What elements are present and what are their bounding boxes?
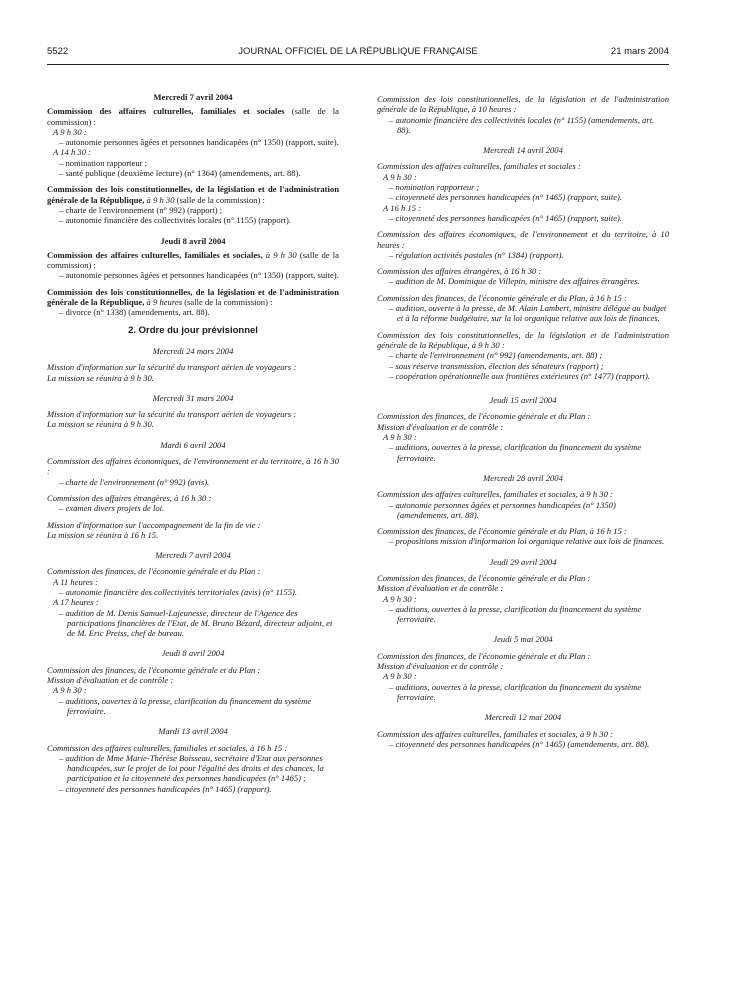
commission-location: (salle de la commission) : (47, 249, 339, 271)
commission-entry (47, 250, 339, 271)
time-slot: A 17 heures : (53, 597, 99, 608)
commission-entry: Commission des affaires culturelles, familiales et sociales, à 16 h 15 : (47, 742, 288, 753)
left-column (47, 92, 339, 794)
day-heading: Mercredi 12 mai 2004 (484, 712, 562, 723)
agenda-item: – santé publique (deuxième lecture) (n° 1364) (amendements, art. 88). (59, 168, 301, 179)
agenda-item: – sous réserve transmission, élection des sénateurs (rapport) ; (389, 360, 604, 371)
commission-entry: Commission des lois constitutionnelles, de la législation et de l'administration générale de la République, à 10 heures : (377, 94, 669, 115)
commission-name: Commission des affaires culturelles, familiales et sociales, (47, 249, 263, 260)
agenda-item: – nomination rapporteur ; (389, 182, 480, 193)
day-heading: Mercredi 7 avril 2004 (153, 92, 233, 102)
commission-entry: Commission des affaires étrangères, à 16 h 30 : (47, 492, 212, 503)
commission-location: (salle de la commission) : (174, 194, 265, 205)
time-slot: A 9 h 30 : (383, 593, 417, 604)
agenda-item: – autonomie personnes âgées et personnes handicapées (n° 1350) (rapport, suite). (59, 270, 339, 281)
commission-entry: Commission des finances, de l'économie générale et du Plan, à 16 h 15 : (377, 292, 627, 303)
agenda-item: – citoyenneté des personnes handicapées (n° 1465) (rapport). (59, 783, 272, 794)
agenda-item: – charte de l'environnement (n° 992) (amendements, art. 88) ; (389, 350, 603, 361)
agenda-item: – propositions mission d'information loi organique relative aux lois de finances. (389, 536, 665, 547)
agenda-item: – auditions, ouvertes à la presse, clarification du financement du système ferroviaire. (389, 603, 642, 625)
agenda-item: – citoyenneté des personnes handicapées (n° 1465) (rapport, suite). (389, 212, 623, 223)
mission-entry: Mission d'information sur la sécurité du transport aérien de voyageurs : (47, 409, 297, 420)
agenda-item: – charte de l'environnement (n° 992) (rapport) ; (59, 204, 223, 215)
commission-time: à 9 heures (144, 297, 183, 308)
commission-location: (salle de la commission) : (47, 106, 339, 127)
commission-entry: Commission des affaires économiques, de l'environnement et du territoire, à 10 heures : (377, 229, 669, 250)
commission-entry: Commission des finances, de l'économie générale et du Plan : (47, 566, 261, 577)
day-heading: Jeudi 8 avril 2004 (161, 648, 225, 659)
day-heading: Mercredi 7 avril 2004 (155, 550, 231, 561)
commission-name: Commission des lois constitutionnelles, de la législation et de l'administration générale de la République, (47, 184, 339, 205)
commission-entry: Commission des finances, de l'économie générale et du Plan : (377, 411, 591, 422)
mission-entry: Mission d'évaluation et de contrôle : (47, 675, 174, 686)
commission-entry: Commission des affaires économiques, de l'environnement et du territoire, à 16 h 30 : (47, 456, 339, 477)
time-slot: A 9 h 30 : (53, 685, 87, 696)
agenda-item: – autonomie personnes âgées et personnes handicapées (n° 1350) (rapport, suite). (59, 137, 339, 148)
agenda-item: – citoyenneté des personnes handicapées (n° 1465) (amendements, art. 88). (389, 738, 650, 749)
header-rule (47, 64, 669, 65)
mission-entry: Mission d'information sur la sécurité du transport aérien de voyageurs : (47, 362, 297, 373)
agenda-item: – autonomie personnes âgées et personnes handicapées (n° 1350) (amendements, art. 88). (389, 499, 616, 520)
time-slot: A 16 h 15 : (383, 202, 422, 213)
page-header (47, 46, 669, 60)
day-heading: Mardi 6 avril 2004 (160, 439, 226, 450)
agenda-item: – coopération opérationnelle aux frontières extérieures (n° 1477) (rapport). (389, 370, 650, 381)
mission-entry: Mission d'évaluation et de contrôle : (377, 421, 504, 432)
agenda-item: – divorce (n° 1338) (amendements, art. 88). (59, 307, 210, 318)
commission-entry: Commission des affaires culturelles, familiales et sociales : (377, 161, 581, 172)
agenda-item: – auditions, ouvertes à la presse, clarification du financement du système ferroviaire. (389, 681, 642, 702)
agenda-item: – citoyenneté des personnes handicapées (n° 1465) (rapport, suite). (389, 192, 623, 203)
commission-entry: Commission des affaires culturelles, familiales et sociales, à 9 h 30 : (377, 728, 613, 739)
mission-note: La mission se réunira à 9 h 30. (47, 419, 154, 430)
agenda-item: – audition, ouverte à la presse, de M. Alain Lambert, ministre délégué au budget et à la réforme budgétaire, sur la loi organique relative aux lois de finances. (389, 303, 667, 324)
day-heading: Mardi 13 avril 2004 (158, 726, 228, 737)
commission-location: (salle de la commission) : (182, 297, 273, 308)
commission-time: à 9 h 30 (144, 194, 175, 205)
day-heading: Jeudi 8 avril 2004 (160, 235, 226, 246)
commission-entry: Commission des finances, de l'économie générale et du Plan : (47, 664, 261, 675)
commission-name: Commission des lois constitutionnelles, de la législation et de l'administration générale de la République, (47, 286, 339, 308)
agenda-item: – examen divers projets de loi. (59, 503, 165, 514)
section-heading: 2. Ordre du jour prévisionnel (128, 324, 258, 336)
day-heading: Jeudi 15 avril 2004 (489, 395, 557, 406)
commission-name: Commission des affaires culturelles, familiales et sociales (47, 106, 285, 117)
commission-entry: Commission des finances, de l'économie générale et du Plan : (377, 572, 591, 583)
agenda-item: – auditions, ouvertes à la presse, clarification du financement du système ferroviaire. (389, 442, 642, 463)
day-heading: Mercredi 24 mars 2004 (152, 345, 234, 356)
mission-entry: Mission d'information sur l'accompagnement de la fin de vie : (47, 519, 261, 530)
time-slot: A 9 h 30 : (53, 126, 87, 137)
day-heading: Jeudi 29 avril 2004 (489, 556, 557, 567)
time-slot: A 9 h 30 : (383, 171, 417, 182)
time-slot: A 9 h 30 : (383, 432, 417, 443)
mission-entry: Mission d'évaluation et de contrôle : (377, 583, 504, 594)
agenda-item: – auditions, ouvertes à la presse, clarification du financement du système ferroviaire. (59, 695, 312, 716)
commission-entry: Commission des finances, de l'économie générale et du Plan, à 16 h 15 : (377, 526, 627, 537)
agenda-item: – nomination rapporteur ; (59, 157, 148, 168)
commission-entry (47, 287, 339, 308)
time-slot: A 14 h 30 : (53, 147, 92, 158)
mission-note: La mission se réunira à 16 h 15. (47, 529, 159, 540)
day-heading: Mercredi 28 avril 2004 (483, 472, 563, 483)
day-heading: Mercredi 14 avril 2004 (483, 145, 563, 156)
mission-note: La mission se réunira à 9 h 30. (47, 372, 154, 383)
time-slot: A 9 h 30 : (383, 671, 417, 682)
agenda-item: – charte de l'environnement (n° 992) (avis). (59, 476, 210, 487)
commission-entry: Commission des finances, de l'économie générale et du Plan : (377, 650, 591, 661)
agenda-item: – autonomie financière des collectivités locales (n° 1155) (rapport). (59, 215, 291, 226)
day-heading: Jeudi 5 mai 2004 (493, 634, 553, 645)
commission-entry (47, 184, 339, 205)
agenda-item: – audition de M. Denis Samuel-Lajeunesse, directeur de l'Agence des participations financières de l'Etat, de M. Bruno Bézard, directeur adjoint, et de M. Eric Preiss, chef de bureau. (59, 607, 333, 639)
mission-entry: Mission d'évaluation et de contrôle : (377, 661, 504, 672)
agenda-item: – autonomie financière des collectivités territoriales (avis) (n° 1155). (59, 586, 298, 597)
commission-time: à 9 h 30 (262, 249, 297, 260)
agenda-item: – audition de M. Dominique de Villepin, ministre des affaires étrangères. (389, 276, 640, 287)
commission-entry: Commission des lois constitutionnelles, de la législation et de l'administration générale de la République, à 9 h 30 : (377, 329, 669, 350)
commission-entry: Commission des affaires étrangères, à 16 h 30 : (377, 266, 542, 277)
agenda-item: – autonomie financière des collectivités locales (n° 1155) (amendements, art. 88). (389, 114, 655, 135)
agenda-item: – audition de Mme Marie-Thérèse Boisseau, secrétaire d'Etat aux personnes handicapées, sur le projet de loi pour l'égalité des droits et des chances, la participation et la citoyenneté des personnes handicapées (n° 1465) ; (59, 752, 324, 784)
issue-date: 21 mars 2004 (610, 46, 669, 57)
day-heading: Mercredi 31 mars 2004 (152, 392, 234, 403)
agenda-item: – régulation activités postales (n° 1384) (rapport). (389, 249, 564, 260)
journal-title: JOURNAL OFFICIEL DE LA RÉPUBLIQUE FRANÇAISE (238, 46, 478, 57)
page-number: 5522 (47, 46, 69, 57)
time-slot: A 11 heures : (53, 576, 98, 587)
right-column (377, 94, 669, 749)
commission-entry (47, 106, 339, 127)
commission-entry: Commission des affaires culturelles, familiales et sociales, à 9 h 30 : (377, 489, 613, 500)
